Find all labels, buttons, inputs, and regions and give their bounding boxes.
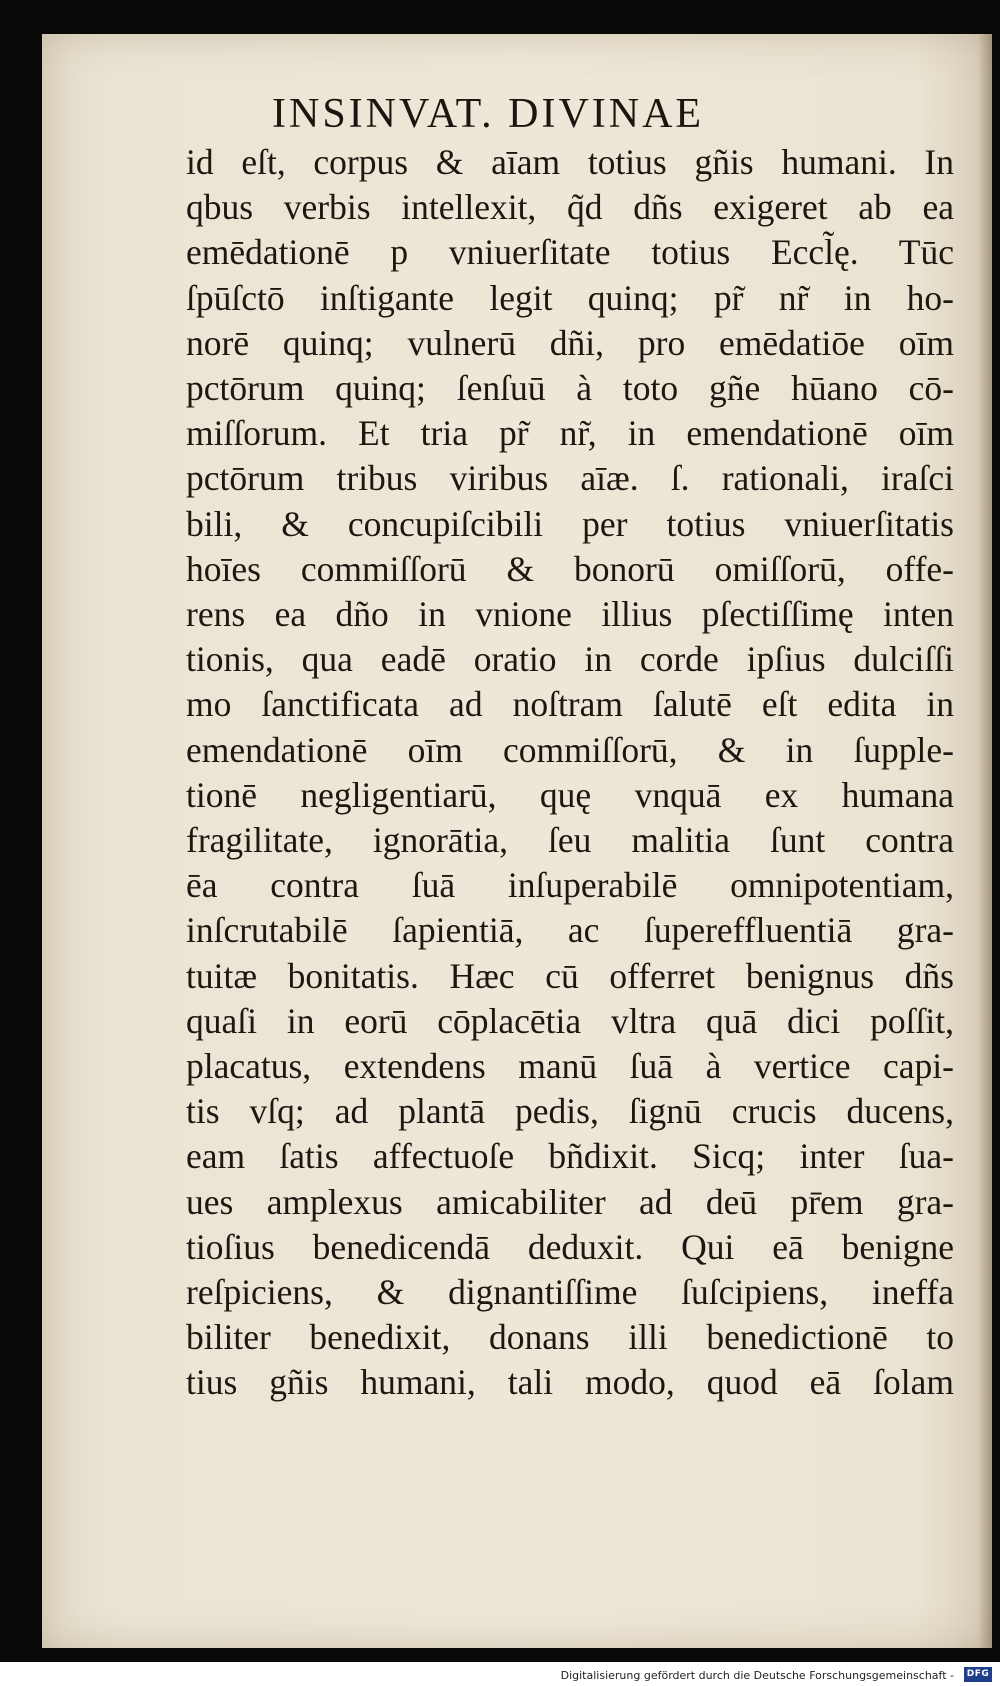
text-line: mo ſanctificata ad noſtram ſalutē eſt edita in	[186, 684, 954, 725]
text-line: biliter benedixit, donans illi benedictionē to	[186, 1317, 954, 1358]
book-page	[42, 34, 992, 1648]
text-line: rens ea dño in vnione illius pſectiſſimę inten	[186, 594, 954, 635]
text-line: tionis, qua eadē oratio in corde ipſius dulciſſi	[186, 639, 954, 680]
text-line: ues amplexus amicabiliter ad deū pr̄em gra-	[186, 1181, 954, 1222]
text-line: placatus, extendens manū ſuā à vertice capi-	[186, 1046, 954, 1087]
footer-bar	[0, 1662, 1000, 1686]
text-line: tuitæ bonitatis. Hæc cū offerret benignus dñs	[186, 955, 954, 996]
text-line: tis vſq; ad plantā pedis, ſignū crucis ducens,	[186, 1091, 954, 1132]
running-head: INSINVAT. DIVINAE	[272, 91, 705, 137]
text-line: emendationē oīm commiſſorū, & in ſupple-	[186, 729, 954, 770]
text-line: emēdationē p vniuerſitate totius Eccl̃ę. Tūc	[186, 232, 954, 273]
text-line: id eſt, corpus & aīam totius gñis humani. In	[186, 142, 954, 182]
text-line: miſſorum. Et tria pr̃ nr̃, in emendationē oīm	[186, 413, 954, 454]
text-line: eam ſatis affectuoſe bñdixit. Sicq; inter ſua-	[186, 1136, 954, 1177]
text-line: hoīes commiſſorū & bonorū omiſſorū, offe-	[186, 548, 954, 589]
dfg-logo-icon: DFG	[964, 1667, 992, 1682]
body-text	[186, 140, 976, 1406]
text-line: bili, & concupiſcibili per totius vniuerſitatis	[186, 503, 954, 544]
text-line: ſpūſctō inſtigante legit quinq; pr̃ nr̃ in ho-	[186, 277, 954, 318]
text-line: quaſi in eorū cōplacētia vltra quā dici poſſit,	[186, 1000, 954, 1041]
page-edge-shadow	[978, 34, 992, 1648]
text-line: tionē negligentiarū, quę vnquā ex humana	[186, 774, 954, 815]
text-line: fragilitate, ignorātia, ſeu malitia ſunt contra	[186, 820, 954, 861]
text-line: pctōrum tribus viribus aīæ. ſ. rationali, iraſci	[186, 458, 954, 499]
text-line: tioſius benedicendā deduxit. Qui eā benigne	[186, 1226, 954, 1267]
text-line: qbus verbis intellexit, q̃d dñs exigeret ab ea	[186, 187, 954, 228]
text-line: pctōrum quinq; ſenſuū à toto gñe hūano cō-	[186, 368, 954, 409]
text-line: reſpiciens, & dignantiſſime ſuſcipiens, ineffa	[186, 1272, 954, 1313]
text-line: tius gñis humani, tali modo, quod eā ſolam	[186, 1362, 954, 1403]
text-line: ēa contra ſuā inſuperabilē omnipotentiam,	[186, 865, 954, 906]
text-line: norē quinq; vulnerū dñi, pro emēdatiōe oīm	[186, 322, 954, 363]
digitization-credit: Digitalisierung gefördert durch die Deutsche Forschungsgemeinschaft -	[560, 1669, 954, 1682]
text-line: inſcrutabilē ſapientiā, ac ſupereffluentiā gra-	[186, 910, 954, 951]
